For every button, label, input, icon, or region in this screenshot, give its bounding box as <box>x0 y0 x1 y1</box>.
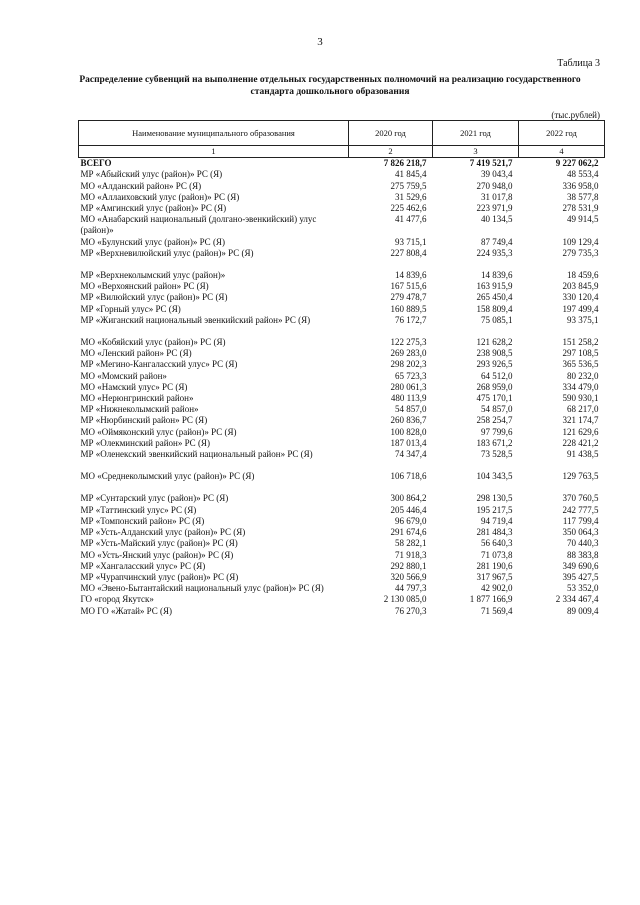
cell-name: МР «Таттинский улус» РС (Я) <box>80 504 197 515</box>
unit-label: (тыс.рублей) <box>551 110 600 120</box>
cell-name: МО «Намский улус» РС (Я) <box>80 381 188 392</box>
cell-2022: 228 421,2 <box>562 437 599 448</box>
cell-2021: 1 877 166,9 <box>469 594 513 605</box>
table-row <box>79 304 605 315</box>
cell-name: МР «Усть-Майский улус (район)» РС (Я) <box>80 538 238 549</box>
cell-name: МО «Булунский улус (район)» РС (Я) <box>80 236 225 247</box>
cell-2021: 268 959,0 <box>476 381 513 392</box>
cell-2021: 293 926,5 <box>476 359 513 370</box>
cell-name: МО «Нерюнгринский район» <box>80 393 194 404</box>
cell-2022: 365 536,5 <box>562 359 599 370</box>
cell-2022: 91 438,5 <box>567 449 599 460</box>
cell-2022: 2 334 467,4 <box>555 594 599 605</box>
cell-2021: 71 569,4 <box>481 605 513 616</box>
table-row <box>79 594 605 605</box>
spacer-cell <box>79 326 605 337</box>
cell-2020: 76 172,7 <box>395 314 427 325</box>
cell-2020: 187 013,4 <box>390 437 427 448</box>
cell-2020: 96 679,0 <box>395 515 427 526</box>
cell-2020: 74 347,4 <box>395 449 427 460</box>
table-row <box>79 393 605 404</box>
cell-2020: 31 529,6 <box>395 191 427 202</box>
cell-name: МО «Усть-Янский улус (район)» РС (Я) <box>80 549 234 560</box>
cell-2020: 93 715,1 <box>395 236 427 247</box>
header-2020: 2020 год <box>349 121 433 146</box>
cell-name: МР «Олекминский район» РС (Я) <box>80 437 210 448</box>
cell-2020: 298 202,3 <box>390 359 427 370</box>
cell-name: МР «Усть-Алданский улус (район)» РС (Я) <box>80 527 246 538</box>
cell-2021: 87 749,4 <box>481 236 513 247</box>
table-row <box>79 382 605 393</box>
cell-2020: 71 918,3 <box>395 549 427 560</box>
table-row <box>79 572 605 583</box>
total-label: ВСЕГО <box>80 158 112 169</box>
spacer-row <box>79 259 605 270</box>
cell-name: МР «Хангаласский улус» РС (Я) <box>80 560 206 571</box>
cell-name: МО «Анабарский национальный (долгано-эвенкийский) улус (район)» <box>80 214 317 236</box>
cell-2020: 280 061,3 <box>390 381 427 392</box>
cell-2020: 122 275,3 <box>390 337 427 348</box>
cell-2020: 225 462,6 <box>390 203 427 214</box>
cell-2022: 53 352,0 <box>567 583 599 594</box>
cell-2021: 183 671,2 <box>476 437 513 448</box>
header-2021: 2021 год <box>433 121 519 146</box>
cell-name: МР «Сунтарский улус (район)» РС (Я) <box>80 493 229 504</box>
cell-2020: 65 723,3 <box>395 370 427 381</box>
cell-2021: 270 948,0 <box>476 180 513 191</box>
cell-2020: 167 515,6 <box>390 281 427 292</box>
cell-2020: 260 836,7 <box>390 415 427 426</box>
table-row <box>79 538 605 549</box>
table-row <box>79 404 605 415</box>
cell-2022: 129 763,5 <box>562 471 599 482</box>
table-row <box>79 169 605 180</box>
cell-2020: 41 477,6 <box>395 214 427 225</box>
cell-name: МО «Ленский район» РС (Я) <box>80 348 192 359</box>
col-number-4: 4 <box>519 146 605 158</box>
cell-2022: 242 777,5 <box>562 504 599 515</box>
spacer-cell <box>79 460 605 471</box>
cell-2022: 395 427,5 <box>562 571 599 582</box>
cell-2022: 336 958,0 <box>562 180 599 191</box>
cell-name: МО «Кобяйский улус (район)» РС (Я) <box>80 337 226 348</box>
cell-2021: 14 839,6 <box>481 270 513 281</box>
cell-2020: 41 845,4 <box>395 169 427 180</box>
cell-2021: 94 719,4 <box>481 515 513 526</box>
header-number-row <box>79 146 605 158</box>
cell-2022: 117 799,4 <box>562 515 599 526</box>
cell-name: МО «Оймяконский улус (район)» РС (Я) <box>80 426 237 437</box>
cell-2020: 205 446,4 <box>390 504 427 515</box>
cell-name: МО «Алданский район» РС (Я) <box>80 180 202 191</box>
cell-2022: 89 009,4 <box>567 605 599 616</box>
spacer-cell <box>79 482 605 493</box>
cell-name: МР «Томпонский район» РС (Я) <box>80 515 205 526</box>
cell-2022: 278 531,9 <box>562 203 599 214</box>
table-row <box>79 371 605 382</box>
table-row <box>79 281 605 292</box>
cell-name: МР «Горный улус» РС (Я) <box>80 303 181 314</box>
cell-2022: 38 577,8 <box>567 191 599 202</box>
cell-2020: 291 674,6 <box>390 527 427 538</box>
cell-2020: 106 718,6 <box>390 471 427 482</box>
cell-name: МР «Верхнеколымский улус (район)» <box>80 270 226 281</box>
cell-name: МР «Абыйский улус (район)» РС (Я) <box>80 169 223 180</box>
cell-2021: 475 170,1 <box>476 393 513 404</box>
cell-name: МР «Амгинский улус (район)» РС (Я) <box>80 203 227 214</box>
cell-2022: 80 232,0 <box>567 370 599 381</box>
cell-2021: 298 130,5 <box>476 493 513 504</box>
spacer-cell <box>79 259 605 270</box>
cell-2021: 73 528,5 <box>481 449 513 460</box>
cell-2022: 151 258,2 <box>562 337 599 348</box>
header-name: Наименование муниципального образования <box>79 121 349 146</box>
cell-2021: 238 908,5 <box>476 348 513 359</box>
cell-name: МР «Нюрбинский район» РС (Я) <box>80 415 208 426</box>
subsidy-table <box>78 120 605 617</box>
cell-2022: 49 914,5 <box>567 214 599 225</box>
table-row <box>79 415 605 426</box>
cell-2022: 590 930,1 <box>562 393 599 404</box>
total-2021: 7 419 521,7 <box>469 158 513 169</box>
cell-2021: 97 799,6 <box>481 426 513 437</box>
cell-2020: 292 880,1 <box>390 560 427 571</box>
cell-name: МР «Мегино-Кангаласский улус» РС (Я) <box>80 359 238 370</box>
table-row <box>79 550 605 561</box>
cell-name: ГО «город Якутск» <box>80 594 154 605</box>
page-number: 3 <box>317 36 323 48</box>
cell-2020: 54 857,0 <box>395 404 427 415</box>
spacer-row <box>79 326 605 337</box>
total-2020: 7 826 218,7 <box>383 158 427 169</box>
cell-2020: 269 283,0 <box>390 348 427 359</box>
cell-2020: 44 797,3 <box>395 583 427 594</box>
cell-2022: 70 440,3 <box>567 538 599 549</box>
cell-2022: 334 479,0 <box>562 381 599 392</box>
col-number-1: 1 <box>79 146 349 158</box>
table-row <box>79 348 605 359</box>
table-row <box>79 427 605 438</box>
cell-2022: 93 375,1 <box>567 314 599 325</box>
table-row <box>79 315 605 326</box>
table-row <box>79 438 605 449</box>
cell-2021: 223 971,9 <box>476 203 513 214</box>
table-row <box>79 214 605 236</box>
cell-2021: 40 134,5 <box>481 214 513 225</box>
table-row <box>79 292 605 303</box>
cell-2022: 197 499,4 <box>562 303 599 314</box>
table-row <box>79 583 605 594</box>
cell-2022: 109 129,4 <box>562 236 599 247</box>
cell-2022: 121 629,6 <box>562 426 599 437</box>
cell-name: МО «Момский район» <box>80 370 167 381</box>
total-row <box>79 158 605 170</box>
cell-2020: 279 478,7 <box>390 292 427 303</box>
cell-2022: 203 845,9 <box>562 281 599 292</box>
cell-name: МР «Вилюйский улус (район)» РС (Я) <box>80 292 228 303</box>
cell-name: МО «Верхоянский район» РС (Я) <box>80 281 209 292</box>
cell-2021: 71 073,8 <box>481 549 513 560</box>
cell-name: МО «Эвено-Бытантайский национальный улус (район)» РС (Я) <box>80 583 324 594</box>
cell-2020: 14 839,6 <box>395 270 427 281</box>
cell-2021: 42 902,0 <box>481 583 513 594</box>
cell-2021: 31 017,8 <box>481 191 513 202</box>
cell-2020: 160 889,5 <box>390 303 427 314</box>
table-row <box>79 359 605 370</box>
cell-2020: 275 759,5 <box>390 180 427 191</box>
table-row <box>79 248 605 259</box>
table-row <box>79 505 605 516</box>
table-label: Таблица 3 <box>557 58 600 69</box>
table-row <box>79 606 605 617</box>
cell-2020: 2 130 085,0 <box>383 594 427 605</box>
cell-2020: 227 808,4 <box>390 247 427 258</box>
cell-2020: 100 828,0 <box>390 426 427 437</box>
table-row <box>79 237 605 248</box>
cell-2022: 88 383,8 <box>567 549 599 560</box>
cell-2021: 121 628,2 <box>476 337 513 348</box>
cell-2022: 48 553,4 <box>567 169 599 180</box>
cell-2022: 279 735,3 <box>562 247 599 258</box>
cell-2021: 158 809,4 <box>476 303 513 314</box>
cell-name: МО ГО «Жатай» РС (Я) <box>80 605 173 616</box>
cell-2020: 300 864,2 <box>390 493 427 504</box>
cell-name: МР «Верхневилюйский улус (район)» РС (Я) <box>80 247 254 258</box>
table-row <box>79 203 605 214</box>
table-row <box>79 527 605 538</box>
cell-2021: 258 254,7 <box>476 415 513 426</box>
cell-name: МР «Чурапчинский улус (район)» РС (Я) <box>80 571 239 582</box>
total-2022: 9 227 062,2 <box>555 158 599 169</box>
spacer-row <box>79 482 605 493</box>
cell-2022: 321 174,7 <box>562 415 599 426</box>
cell-2021: 39 043,4 <box>481 169 513 180</box>
cell-2021: 224 935,3 <box>476 247 513 258</box>
cell-2022: 370 760,5 <box>562 493 599 504</box>
cell-2021: 64 512,0 <box>481 370 513 381</box>
cell-name: МР «Нижнеколымский район» <box>80 404 199 415</box>
col-number-2: 2 <box>349 146 433 158</box>
spacer-row <box>79 460 605 471</box>
cell-2020: 58 282,1 <box>395 538 427 549</box>
cell-2021: 281 190,6 <box>476 560 513 571</box>
cell-2020: 76 270,3 <box>395 605 427 616</box>
cell-2021: 265 450,4 <box>476 292 513 303</box>
cell-2022: 349 690,6 <box>562 560 599 571</box>
cell-2022: 350 064,3 <box>562 527 599 538</box>
cell-2022: 68 217,0 <box>567 404 599 415</box>
cell-name: МР «Оленекский эвенкийский национальный район» РС (Я) <box>80 449 313 460</box>
cell-name: МО «Среднеколымский улус (район)» РС (Я) <box>80 471 255 482</box>
table-title: Распределение субвенций на выполнение отдельных государственных полномочий на реализацию государственного стандарта дошкольного образования <box>79 75 581 97</box>
cell-2021: 75 085,1 <box>481 314 513 325</box>
table-row <box>79 493 605 504</box>
cell-2021: 56 640,3 <box>481 538 513 549</box>
cell-2021: 317 967,5 <box>476 571 513 582</box>
cell-2021: 195 217,5 <box>476 504 513 515</box>
table-row <box>79 337 605 348</box>
table-row <box>79 516 605 527</box>
table-row <box>79 270 605 281</box>
table-row <box>79 181 605 192</box>
cell-2022: 297 108,5 <box>562 348 599 359</box>
table-row <box>79 561 605 572</box>
cell-2021: 163 915,9 <box>476 281 513 292</box>
header-row <box>79 121 605 146</box>
cell-name: МР «Жиганский национальный эвенкийский район» РС (Я) <box>80 314 311 325</box>
table-row <box>79 471 605 482</box>
cell-2022: 330 120,4 <box>562 292 599 303</box>
col-number-3: 3 <box>433 146 519 158</box>
table-row <box>79 449 605 460</box>
cell-2020: 320 566,9 <box>390 571 427 582</box>
header-2022: 2022 год <box>519 121 605 146</box>
cell-name: МО «Аллаиховский улус (район)» РС (Я) <box>80 191 240 202</box>
cell-2021: 54 857,0 <box>481 404 513 415</box>
cell-2022: 18 459,6 <box>567 270 599 281</box>
cell-2021: 281 484,3 <box>476 527 513 538</box>
cell-2021: 104 343,5 <box>476 471 513 482</box>
cell-2020: 480 113,9 <box>390 393 427 404</box>
table-row <box>79 192 605 203</box>
